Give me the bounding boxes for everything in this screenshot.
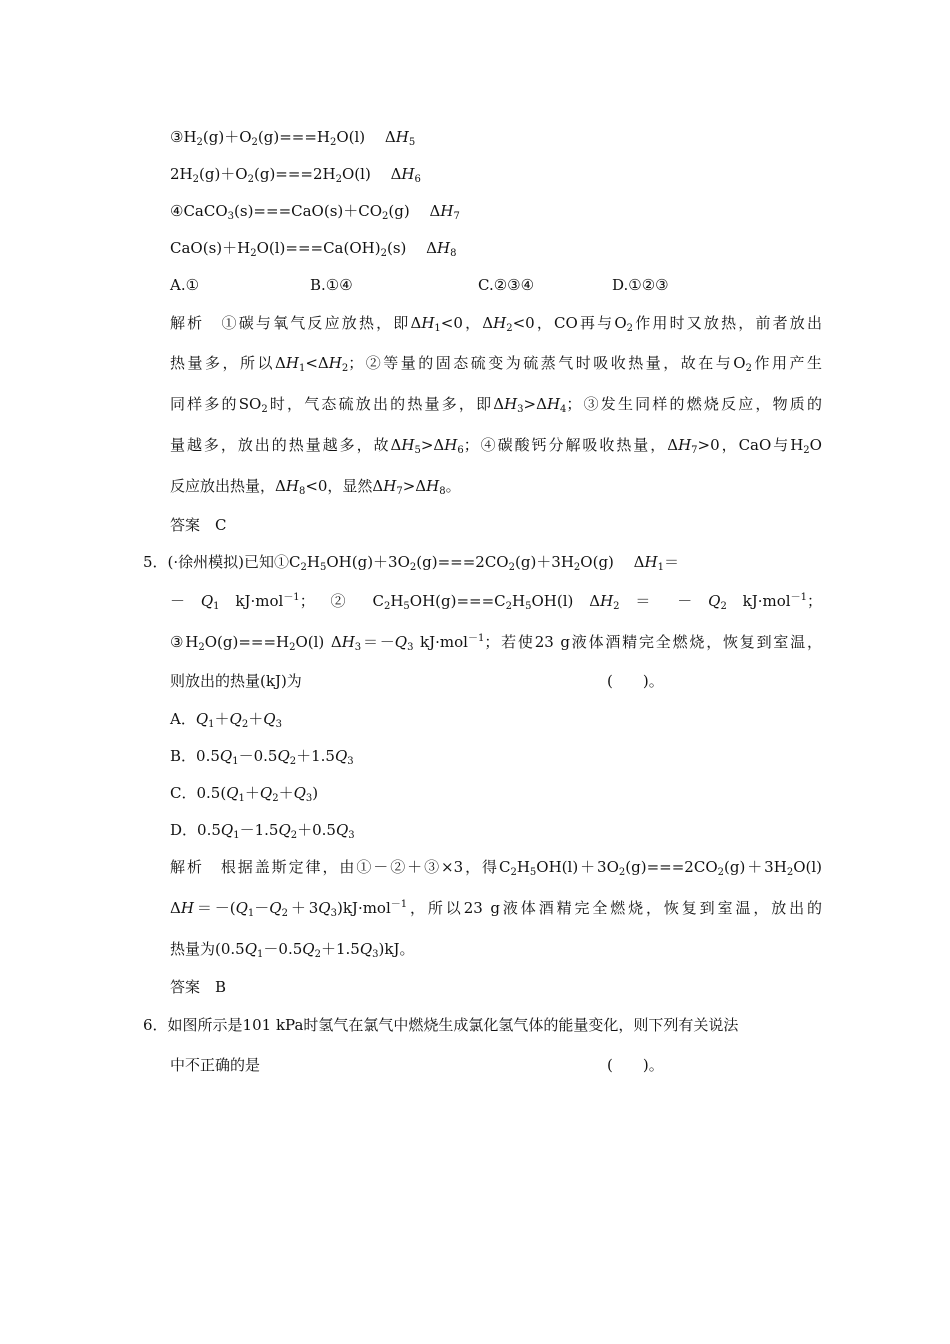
q5-source: (·徐州模拟)已知 bbox=[167, 553, 275, 571]
q5-stem-line-4: 则放出的热量(kJ)为 ( )。 bbox=[170, 672, 664, 690]
q5-stem-line-3: $③H_2O(g)===H_2O(l)$ $\Delta H_3=-Q_3$ kJ·mol$^{-1}$；若使23 g液体酒精完全燃烧，恢复到室温， bbox=[170, 633, 822, 653]
q4-answer: 答案 C bbox=[170, 516, 227, 534]
q4-option-a: A.① bbox=[170, 276, 200, 294]
q5-option-a: A．$Q_1+Q_2+Q_3$ bbox=[170, 710, 282, 730]
q4-analysis-line-4: 量越多，放出的热量越多，故$\Delta H_5>\Delta H_6$；④碳酸钙分解吸收热量，$\Delta H_7>0$，CaO与$H_2O$ bbox=[170, 436, 822, 456]
q6-answer-blank: ( )。 bbox=[607, 1056, 664, 1074]
equation-3a: $③H_2(g)+O_2(g)===H_2O(l)$ $\Delta H_5$ bbox=[170, 128, 416, 148]
q6-stem-text-2: 中不正确的是 bbox=[170, 1056, 261, 1074]
q5-answer-blank: ( )。 bbox=[607, 672, 664, 690]
equation-4a: $④CaCO_3(s)===CaO(s)+CO_2(g)$ $\Delta H_7$ bbox=[170, 202, 460, 222]
q5-analysis-line-2: $\Delta H=-(Q_1-Q_2+3Q_3)kJ\cdot mol^{-1}$，所以23 g液体酒精完全燃烧，恢复到室温，放出的 bbox=[170, 899, 823, 919]
q4-option-d: D.①②③ bbox=[612, 276, 669, 294]
q5-option-d: D．$0.5Q_1-1.5Q_2+0.5Q_3$ bbox=[170, 821, 355, 841]
q5-option-b: B．$0.5Q_1-0.5Q_2+1.5Q_3$ bbox=[170, 747, 354, 767]
q4-analysis-line-3: 同样多的$SO_2$时，气态硫放出的热量多，即$\Delta H_3>\Delta H_4$；③发生同样的燃烧反应，物质的 bbox=[170, 395, 822, 415]
q6-stem-text: 如图所示是101 kPa时氢气在氯气中燃烧生成氯化氢气体的能量变化，则下列有关说法 bbox=[167, 1016, 739, 1034]
q5-analysis-line-3: 热量为$(0.5Q_1-0.5Q_2+1.5Q_3)kJ$。 bbox=[170, 940, 415, 960]
q4-option-c: C.②③④ bbox=[478, 276, 535, 294]
q5-analysis-line-1: 解析 根据盖斯定律，由①－②＋③×3，得$C_2H_5OH(l)+3O_2(g)===2CO_2(g)+3H_2O(l)$ bbox=[170, 858, 822, 878]
q4-analysis-line-2: 热量多，所以$\Delta H_1<\Delta H_2$；②等量的固态硫变为硫蒸气时吸收热量，故在与$O_2$作用产生 bbox=[170, 354, 822, 374]
q5-stem-line-2: － $Q_1$ kJ·mol$^{-1}$； ② $C_2H_5OH(g)===C_2H_5OH(l) \Delta H_2$ ＝ － $Q_2$ kJ·mol$^{-1}$； bbox=[170, 592, 822, 612]
equation-3b: $2H_2(g)+O_2(g)===2H_2O(l)$ $\Delta H_6$ bbox=[170, 165, 421, 185]
q6-stem-line-1 bbox=[143, 1015, 822, 1035]
q5-option-c: C．$0.5(Q_1+Q_2+Q_3)$ bbox=[170, 784, 319, 804]
q5-answer: 答案 B bbox=[170, 978, 227, 996]
q4-analysis-line-1: 解析 ①碳与氧气反应放热，即$\Delta H_1<0$，$\Delta H_2<0$，CO再与$O_2$作用时又放热，前者放出 bbox=[170, 314, 822, 334]
q4-analysis-line-5: 反应放出热量，$\Delta H_8<0$，显然$\Delta H_7>\Delta H_8$。 bbox=[170, 477, 461, 497]
q5-number: 5． bbox=[143, 553, 168, 571]
q6-stem-line-2 bbox=[170, 1055, 690, 1075]
q4-option-b: B.①④ bbox=[310, 276, 353, 294]
q6-number: 6． bbox=[143, 1016, 168, 1034]
q4-options bbox=[170, 275, 710, 295]
equation-4b: $CaO(s)+H_2O(l)===Ca(OH)_2(s)$ $\Delta H_8$ bbox=[170, 239, 457, 259]
q5-stem-line-1: 5．(·徐州模拟)已知$①C_2H_5OH(g)+3O_2(g)===2CO_2(g)+3H_2O(g)$ $\Delta H_1=$ bbox=[143, 553, 679, 573]
